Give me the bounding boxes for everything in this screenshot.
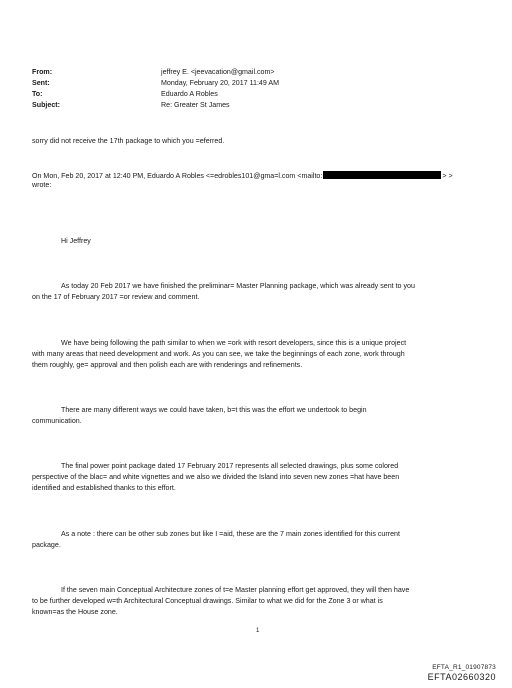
paragraph-2-line-2: with many areas that need development and work. As you can see, we take the beginnings of each zone, work through xyxy=(32,350,405,358)
paragraph-1-line-1: As today 20 Feb 2017 we have finished the preliminar= Master Planning package, which was already sent to you xyxy=(61,282,415,290)
page-number: 1 xyxy=(256,628,260,634)
sent-label: Sent: xyxy=(32,79,50,87)
paragraph-4-line-2: perspective of the blac= and white vignettes and we also we divided the Island into seven new zones =hat have been xyxy=(32,473,400,481)
from-label: From: xyxy=(32,68,53,76)
quote-wrote: wrote: xyxy=(32,181,52,189)
paragraph-4-line-3: identified and established thanks to this effort. xyxy=(32,484,176,492)
paragraph-3-line-1: There are many different ways we could have taken, b=t this was the effort we undertook to begin xyxy=(61,406,367,414)
quote-attribution-end: > > xyxy=(442,172,453,180)
redaction-box xyxy=(323,171,441,179)
to-value: Eduardo A Robles xyxy=(161,90,218,98)
paragraph-6-line-1: If the seven main Conceptual Architecture zones of t=e Master planning effort get approved, they will then have xyxy=(61,586,410,594)
subject-label: Subject: xyxy=(32,101,60,109)
paragraph-1-line-2: on the 17 of February 2017 =or review and comment. xyxy=(32,293,200,301)
reply-text: sorry did not receive the 17th package to which you =eferred. xyxy=(32,137,225,145)
bates-number-small: EFTA_R1_01907873 xyxy=(432,664,496,671)
paragraph-6-line-3: known=as the House zone. xyxy=(32,608,118,616)
quote-attribution-text: On Mon, Feb 20, 2017 at 12:40 PM, Eduardo A Robles <=edrobles101@gma=l.com <mailto: xyxy=(32,172,323,180)
paragraph-2-line-1: We have being following the path similar to when we =ork with resort developers, since this is a unique project xyxy=(61,339,407,347)
paragraph-5-line-2: package. xyxy=(32,541,61,549)
from-value: jeffrey E. <jeevacation@gmail.com> xyxy=(161,68,275,76)
bates-number-large: EFTA02660320 xyxy=(427,672,496,682)
paragraph-3-line-2: communication. xyxy=(32,417,82,425)
to-label: To: xyxy=(32,90,43,98)
paragraph-4-line-1: The final power point package dated 17 February 2017 represents all selected drawings, plus some colored xyxy=(61,462,399,470)
quote-attribution xyxy=(32,171,453,181)
greeting: Hi Jeffrey xyxy=(61,237,91,245)
paragraph-5-line-1: As a note : there can be other sub zones but like I =aid, these are the 7 main zones identified for this current xyxy=(61,530,400,538)
paragraph-6-line-2: to be further developed w=th Architectural Conceptual drawings. Similar to what we did for the Zone 3 or what is xyxy=(32,597,383,605)
sent-value: Monday, February 20, 2017 11:49 AM xyxy=(161,79,280,87)
subject-value: Re: Greater St James xyxy=(161,101,230,109)
paragraph-2-line-3: them roughly, ge= approval and then polish each are with renderings and refinements. xyxy=(32,361,303,369)
